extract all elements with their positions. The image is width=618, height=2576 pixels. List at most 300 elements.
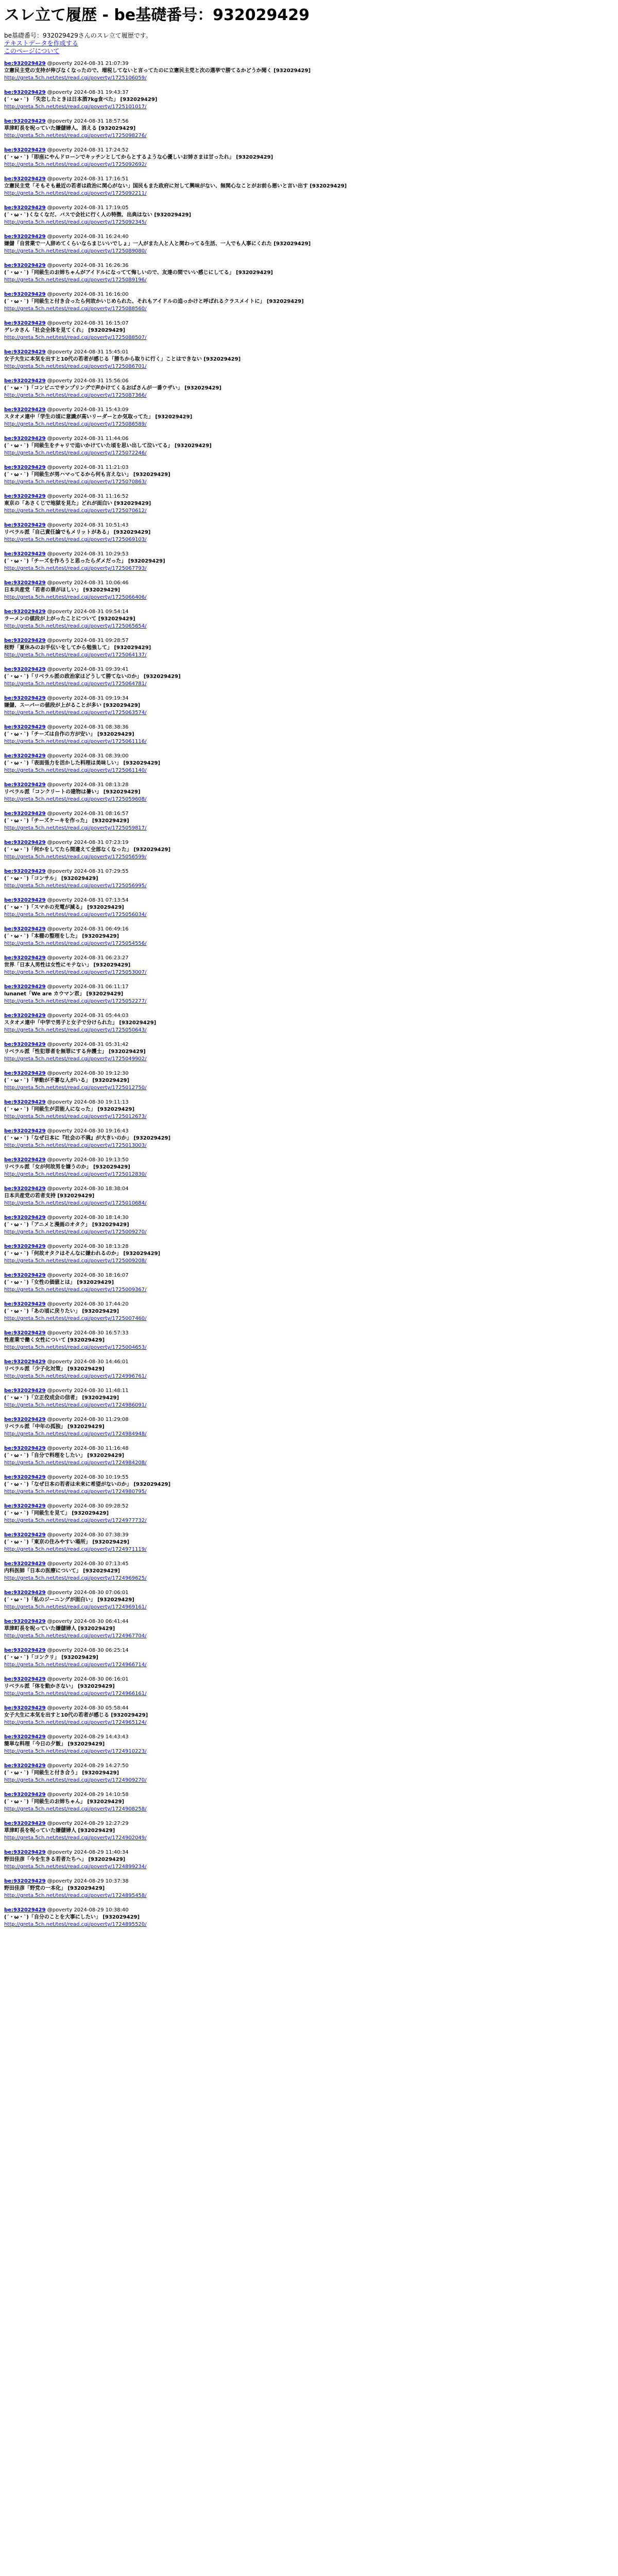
thread-title: (´・ω・`)「挙動が不審な人がいる」 [932029429]	[4, 1078, 130, 1083]
thread-title: (´・ω・`)「リベラル派の政治家はどうして勝てないのか」 [932029429]	[4, 674, 181, 680]
timestamp: 2024-08-31 16:26:36	[74, 263, 129, 268]
thread-url-link[interactable]: http://greta.5ch.net/test/read.cgi/poverty/1725066406/	[4, 595, 147, 600]
list-item	[4, 1820, 614, 1849]
thread-url-link[interactable]: http://greta.5ch.net/test/read.cgi/poverty/1725063574/	[4, 710, 147, 716]
be-link[interactable]: be:932029429	[4, 1532, 46, 1538]
be-link[interactable]: be:932029429	[4, 349, 46, 355]
user-id: @poverty	[47, 753, 73, 759]
be-link[interactable]: be:932029429	[4, 609, 46, 615]
thread-title: ゲレカさん「社会全体を見てくれ」 [932029429]	[4, 328, 126, 333]
user-id: @poverty	[47, 1532, 73, 1538]
thread-url-link[interactable]: http://greta.5ch.net/test/read.cgi/poverty/1725059608/	[4, 796, 147, 802]
list-item	[4, 60, 614, 89]
thread-url-link[interactable]: http://greta.5ch.net/test/read.cgi/poverty/1725013003/	[4, 1143, 147, 1148]
timestamp: 2024-08-31 17:19:05	[74, 205, 129, 211]
entry-meta	[4, 1907, 614, 1914]
user-id: @poverty	[47, 984, 73, 990]
be-link[interactable]: be:932029429	[4, 234, 46, 240]
user-id: @poverty	[47, 1907, 73, 1913]
be-link[interactable]: be:932029429	[4, 1128, 46, 1134]
thread-url-link[interactable]: http://greta.5ch.net/test/read.cgi/poverty/1725010684/	[4, 1200, 147, 1206]
be-link[interactable]: be:932029429	[4, 580, 46, 586]
be-link[interactable]: be:932029429	[4, 897, 46, 903]
timestamp: 2024-08-30 07:06:01	[74, 1590, 129, 1596]
be-link[interactable]: be:932029429	[4, 292, 46, 297]
list-item	[4, 522, 614, 551]
thread-title: 嫌儲「自営業で一人辞めてくらいならまじいいでしょ」一人がまた人と人と関わってる生活、一人でも人事にくれた [932029429]	[4, 241, 311, 247]
thread-title: 桜野「夏休みのお手伝いをしてから勉強して」 [932029429]	[4, 645, 151, 651]
thread-url-link[interactable]: http://greta.5ch.net/test/read.cgi/poverty/1725049902/	[4, 1056, 147, 1062]
timestamp: 2024-08-30 17:44:20	[74, 1301, 129, 1307]
timestamp: 2024-08-31 06:49:16	[74, 926, 129, 932]
user-id: @poverty	[47, 955, 73, 961]
be-link[interactable]: be:932029429	[4, 955, 46, 961]
user-id: @poverty	[47, 234, 73, 240]
entry-meta	[4, 926, 614, 933]
timestamp: 2024-08-31 06:23:27	[74, 955, 129, 961]
entry-meta	[4, 60, 614, 67]
thread-url-link[interactable]: http://greta.5ch.net/test/read.cgi/poverty/1724971119/	[4, 1547, 147, 1552]
thread-url-link[interactable]: http://greta.5ch.net/test/read.cgi/poverty/1725012830/	[4, 1172, 147, 1177]
thread-url-link[interactable]: http://greta.5ch.net/test/read.cgi/poverty/1725004653/	[4, 1345, 147, 1350]
thread-url-link[interactable]: http://greta.5ch.net/test/read.cgi/poverty/1725098276/	[4, 133, 147, 139]
thread-title: リベラル派「性犯罪者を無罪にする弁護士」 [932029429]	[4, 1049, 146, 1055]
be-link[interactable]: be:932029429	[4, 1850, 46, 1855]
be-link[interactable]: be:932029429	[4, 1676, 46, 1682]
thread-url-link[interactable]: http://greta.5ch.net/test/read.cgi/poverty/1724969161/	[4, 1604, 147, 1610]
list-item	[4, 1301, 614, 1330]
thread-title: (´・ω・`)「即座にやんドローンでキッチンとしてからとするような心優しいお姉さまは甘ったれ」 [932029429]	[4, 155, 273, 160]
be-link[interactable]: be:932029429	[4, 205, 46, 211]
be-link[interactable]: be:932029429	[4, 1821, 46, 1826]
timestamp: 2024-08-31 08:39:00	[74, 753, 129, 759]
user-id: @poverty	[47, 349, 73, 355]
be-link[interactable]: be:932029429	[4, 147, 46, 153]
thread-url-link[interactable]: http://greta.5ch.net/test/read.cgi/poverty/1725007460/	[4, 1316, 147, 1321]
entry-meta	[4, 984, 614, 991]
timestamp: 2024-08-31 10:29:53	[74, 551, 129, 557]
thread-title: (´・ω・`)「同級生と付き合う」 [932029429]	[4, 1770, 119, 1776]
entry-meta	[4, 1301, 614, 1308]
thread-url-link[interactable]: http://greta.5ch.net/test/read.cgi/poverty/1724966161/	[4, 1691, 147, 1697]
entry-meta	[4, 118, 614, 125]
thread-url-link[interactable]: http://greta.5ch.net/test/read.cgi/poverty/1725012673/	[4, 1114, 147, 1120]
timestamp: 2024-08-30 14:46:01	[74, 1359, 129, 1365]
be-link[interactable]: be:932029429	[4, 1503, 46, 1509]
thread-url-link[interactable]: http://greta.5ch.net/test/read.cgi/poverty/1725009208/	[4, 1258, 147, 1264]
list-item	[4, 1041, 614, 1070]
thread-title: スタオメ連中「中学で男子と女子で分けられた」 [932029429]	[4, 1020, 157, 1026]
be-link[interactable]: be:932029429	[4, 638, 46, 643]
thread-title: (´・ω・`)「同級生と付き合ったら何故かいじめられた、それもアイドルの追っかけと呼ばれるクラスメイトに」 [932029429]	[4, 299, 304, 304]
user-id: @poverty	[47, 320, 73, 326]
be-link[interactable]: be:932029429	[4, 320, 46, 326]
be-link[interactable]: be:932029429	[4, 1244, 46, 1249]
thread-title: 立憲民主党「そもそも最近の若者は政治に関心がない」国民もまた政府に対して興味がない、無関心なことがお前ら悪いと言い出す [932029429]	[4, 183, 347, 189]
timestamp: 2024-08-30 11:29:08	[74, 1417, 129, 1422]
thread-url-link[interactable]: http://greta.5ch.net/test/read.cgi/poverty/1725050643/	[4, 1027, 147, 1033]
be-link[interactable]: be:932029429	[4, 465, 46, 470]
be-link[interactable]: be:932029429	[4, 1590, 46, 1596]
thread-url-link[interactable]: http://greta.5ch.net/test/read.cgi/poverty/1725065654/	[4, 623, 147, 629]
be-link[interactable]: be:932029429	[4, 1619, 46, 1624]
thread-url-link[interactable]: http://greta.5ch.net/test/read.cgi/poverty/1725056599/	[4, 854, 147, 860]
list-item	[4, 233, 614, 262]
entry-meta	[4, 1041, 614, 1048]
user-id: @poverty	[47, 1734, 73, 1740]
thread-title: リベラル派「中年の孤独」 [932029429]	[4, 1424, 105, 1430]
thread-title: 草津町長を呪っていた嫌儲婦人、消える [932029429]	[4, 126, 136, 131]
be-link[interactable]: be:932029429	[4, 494, 46, 499]
list-item	[4, 984, 614, 1012]
thread-url-link[interactable]: http://greta.5ch.net/test/read.cgi/poverty/1724909270/	[4, 1777, 147, 1783]
list-item	[4, 926, 614, 955]
be-link[interactable]: be:932029429	[4, 869, 46, 874]
user-id: @poverty	[47, 638, 73, 643]
thread-url-link[interactable]: http://greta.5ch.net/test/read.cgi/poverty/1725072246/	[4, 450, 147, 456]
thread-url-link[interactable]: http://greta.5ch.net/test/read.cgi/poverty/1725061116/	[4, 739, 147, 744]
list-item	[4, 868, 614, 897]
entry-meta	[4, 1012, 614, 1020]
thread-title: 日本共産党の若者支持 [932029429]	[4, 1193, 95, 1199]
timestamp: 2024-08-30 10:19:55	[74, 1475, 129, 1480]
thread-title: (´・ω・`)「自分で料理をしたい」 [932029429]	[4, 1453, 125, 1459]
thread-url-link[interactable]: http://greta.5ch.net/test/read.cgi/poverty/1725054556/	[4, 941, 147, 946]
be-link[interactable]: be:932029429	[4, 1388, 46, 1394]
be-link[interactable]: be:932029429	[4, 1763, 46, 1769]
entry-meta	[4, 176, 614, 183]
be-link[interactable]: be:932029429	[4, 1099, 46, 1105]
be-link[interactable]: be:932029429	[4, 1648, 46, 1653]
timestamp: 2024-08-31 19:43:37	[74, 90, 129, 95]
user-id: @poverty	[47, 1619, 73, 1624]
thread-title: (´・ω・`)くなくなだ、バスで会社に行く人の特徴、出典はない [932029429]	[4, 212, 192, 218]
be-link[interactable]: be:932029429	[4, 1013, 46, 1019]
list-item	[4, 1561, 614, 1589]
thread-title: リベラル派「自己責任論でもメリットがある」 [932029429]	[4, 530, 151, 535]
user-id: @poverty	[47, 551, 73, 557]
be-link[interactable]: be:932029429	[4, 667, 46, 672]
be-link[interactable]: be:932029429	[4, 551, 46, 557]
thread-url-link[interactable]: http://greta.5ch.net/test/read.cgi/poverty/1725088560/	[4, 306, 147, 312]
timestamp: 2024-08-30 19:12:30	[74, 1071, 129, 1076]
be-link[interactable]: be:932029429	[4, 1273, 46, 1278]
be-link[interactable]: be:932029429	[4, 753, 46, 759]
thread-url-link[interactable]: http://greta.5ch.net/test/read.cgi/poverty/1724984948/	[4, 1431, 147, 1437]
user-id: @poverty	[47, 90, 73, 95]
user-id: @poverty	[47, 1417, 73, 1422]
create-text-data-link[interactable]: テキストデータを作成する	[4, 40, 78, 47]
timestamp: 2024-08-31 10:51:43	[74, 522, 129, 528]
list-item	[4, 1618, 614, 1647]
be-link[interactable]: be:932029429	[4, 90, 46, 95]
be-link[interactable]: be:932029429	[4, 118, 46, 124]
user-id: @poverty	[47, 1359, 73, 1365]
thread-url-link[interactable]: http://greta.5ch.net/test/read.cgi/poverty/1725061140/	[4, 768, 147, 773]
thread-url-link[interactable]: http://greta.5ch.net/test/read.cgi/poverty/1725101017/	[4, 104, 147, 110]
user-id: @poverty	[47, 1590, 73, 1596]
thread-url-link[interactable]: http://greta.5ch.net/test/read.cgi/poverty/1725106059/	[4, 75, 147, 81]
timestamp: 2024-08-30 07:13:45	[74, 1561, 129, 1567]
entry-meta	[4, 753, 614, 760]
entry-meta	[4, 1070, 614, 1077]
thread-url-link[interactable]: http://greta.5ch.net/test/read.cgi/poverty/1725009367/	[4, 1287, 147, 1293]
thread-url-link[interactable]: http://greta.5ch.net/test/read.cgi/poverty/1725009270/	[4, 1229, 147, 1235]
be-link[interactable]: be:932029429	[4, 1071, 46, 1076]
entry-meta	[4, 1214, 614, 1222]
entry-meta	[4, 810, 614, 818]
timestamp: 2024-08-31 17:16:51	[74, 176, 129, 182]
timestamp: 2024-08-30 16:57:33	[74, 1330, 129, 1336]
user-id: @poverty	[47, 61, 73, 66]
be-link[interactable]: be:932029429	[4, 1446, 46, 1451]
thread-title: 草津町長を呪っていた嫌儲婦人 [932029429]	[4, 1626, 115, 1632]
thread-url-link[interactable]: http://greta.5ch.net/test/read.cgi/poverty/1724966714/	[4, 1662, 147, 1668]
thread-url-link[interactable]: http://greta.5ch.net/test/read.cgi/poverty/1725069103/	[4, 537, 147, 543]
thread-url-link[interactable]: http://greta.5ch.net/test/read.cgi/poverty/1725052277/	[4, 998, 147, 1004]
list-item	[4, 1185, 614, 1214]
be-link[interactable]: be:932029429	[4, 1359, 46, 1365]
list-item	[4, 1128, 614, 1157]
list-item	[4, 262, 614, 291]
entry-meta	[4, 868, 614, 875]
entry-meta	[4, 1387, 614, 1395]
thread-url-link[interactable]: http://greta.5ch.net/test/read.cgi/poverty/1725067793/	[4, 566, 147, 571]
be-link[interactable]: be:932029429	[4, 696, 46, 701]
user-id: @poverty	[47, 118, 73, 124]
thread-url-link[interactable]: http://greta.5ch.net/test/read.cgi/poverty/1725087366/	[4, 393, 147, 398]
thread-url-link[interactable]: http://greta.5ch.net/test/read.cgi/poverty/1724910223/	[4, 1749, 147, 1754]
thread-url-link[interactable]: http://greta.5ch.net/test/read.cgi/poverty/1725092345/	[4, 219, 147, 225]
timestamp: 2024-08-29 11:40:34	[74, 1850, 129, 1855]
user-id: @poverty	[47, 263, 73, 268]
thread-url-link[interactable]: http://greta.5ch.net/test/read.cgi/poverty/1725064781/	[4, 681, 147, 687]
list-item	[4, 695, 614, 724]
thread-url-link[interactable]: http://greta.5ch.net/test/read.cgi/poverty/1725089080/	[4, 248, 147, 254]
about-page-link[interactable]: このページについて	[4, 47, 60, 55]
entry-meta	[4, 1849, 614, 1856]
list-item	[4, 1647, 614, 1676]
user-id: @poverty	[47, 926, 73, 932]
timestamp: 2024-08-31 11:21:03	[74, 465, 129, 470]
thread-url-link[interactable]: http://greta.5ch.net/test/read.cgi/poverty/1725053007/	[4, 970, 147, 975]
list-item	[4, 1416, 614, 1445]
thread-url-link[interactable]: http://greta.5ch.net/test/read.cgi/poverty/1724895520/	[4, 1922, 147, 1927]
entry-meta	[4, 1445, 614, 1452]
timestamp: 2024-08-31 15:43:09	[74, 407, 129, 413]
user-id: @poverty	[47, 176, 73, 182]
be-link[interactable]: be:932029429	[4, 1792, 46, 1798]
thread-title: (´・ω・`)「アニメと漫画のオタク」 [932029429]	[4, 1222, 129, 1228]
entry-meta	[4, 89, 614, 96]
entry-meta	[4, 1099, 614, 1106]
be-link[interactable]: be:932029429	[4, 1734, 46, 1740]
user-id: @poverty	[47, 1186, 73, 1192]
be-link[interactable]: be:932029429	[4, 1475, 46, 1480]
user-id: @poverty	[47, 897, 73, 903]
entry-meta	[4, 1561, 614, 1568]
timestamp: 2024-08-30 18:38:04	[74, 1186, 129, 1192]
timestamp: 2024-08-31 16:24:40	[74, 234, 129, 240]
be-link[interactable]: be:932029429	[4, 176, 46, 182]
thread-url-link[interactable]: http://greta.5ch.net/test/read.cgi/poverty/1725056995/	[4, 883, 147, 889]
entry-meta	[4, 1359, 614, 1366]
thread-url-link[interactable]: http://greta.5ch.net/test/read.cgi/poverty/1725086589/	[4, 421, 147, 427]
thread-url-link[interactable]: http://greta.5ch.net/test/read.cgi/poverty/1724969625/	[4, 1575, 147, 1581]
be-link[interactable]: be:932029429	[4, 1705, 46, 1711]
thread-url-link[interactable]: http://greta.5ch.net/test/read.cgi/poverty/1724908258/	[4, 1806, 147, 1812]
thread-url-link[interactable]: http://greta.5ch.net/test/read.cgi/poverty/1725088507/	[4, 335, 147, 341]
list-item	[4, 435, 614, 464]
be-link[interactable]: be:932029429	[4, 1301, 46, 1307]
thread-title: (´・ω・`)「自分のことを大事にしたい」 [932029429]	[4, 1914, 140, 1920]
thread-title: lunanet「We are カウマン君」 [932029429]	[4, 991, 124, 997]
user-id: @poverty	[47, 667, 73, 672]
entry-meta	[4, 1791, 614, 1799]
be-link[interactable]: be:932029429	[4, 1417, 46, 1422]
entry-meta	[4, 1128, 614, 1135]
entry-meta	[4, 1618, 614, 1625]
intro-line: be基礎番号：932029429さんのスレ立て履歴です。	[4, 32, 152, 39]
thread-url-link[interactable]: http://greta.5ch.net/test/read.cgi/poverty/1724967704/	[4, 1633, 147, 1639]
user-id: @poverty	[47, 609, 73, 615]
user-id: @poverty	[47, 811, 73, 817]
thread-url-link[interactable]: http://greta.5ch.net/test/read.cgi/poverty/1724980795/	[4, 1489, 147, 1495]
thread-title: (´・ω・`)「同級生をチャリで追いかけていた頃を思い出して泣いてる」 [932029429]	[4, 443, 212, 449]
thread-title: (´・ω・`)「同級生が芸能人になった」 [932029429]	[4, 1107, 135, 1112]
user-id: @poverty	[47, 782, 73, 788]
thread-url-link[interactable]: http://greta.5ch.net/test/read.cgi/poverty/1725086701/	[4, 364, 147, 369]
thread-title: 東京の「あさくじで地獄を見た」どれが面白い [932029429]	[4, 501, 151, 506]
user-id: @poverty	[47, 840, 73, 845]
timestamp: 2024-08-30 05:58:44	[74, 1705, 129, 1711]
timestamp: 2024-08-31 18:57:56	[74, 118, 129, 124]
entry-meta	[4, 1676, 614, 1683]
entry-meta	[4, 1330, 614, 1337]
be-link[interactable]: be:932029429	[4, 522, 46, 528]
thread-title: (´・ω・`)「チーズは自作の方が安い」 [932029429]	[4, 732, 134, 737]
thread-title: リベラル派「少子化対策」 [932029429]	[4, 1366, 105, 1372]
list-item	[4, 1012, 614, 1041]
thread-title: (´・ω・`)「同級生を見て」 [932029429]	[4, 1511, 109, 1516]
thread-title: 女子大生に本気を出すと10代の若者が感じる「勝ちから取りに行く」ことはできない [932029429]	[4, 357, 241, 362]
thread-url-link[interactable]: http://greta.5ch.net/test/read.cgi/poverty/1724902049/	[4, 1835, 147, 1841]
list-item	[4, 1503, 614, 1532]
thread-url-link[interactable]: http://greta.5ch.net/test/read.cgi/poverty/1725012750/	[4, 1085, 147, 1091]
thread-url-link[interactable]: http://greta.5ch.net/test/read.cgi/poverty/1725064137/	[4, 652, 147, 658]
be-link[interactable]: be:932029429	[4, 263, 46, 268]
user-id: @poverty	[47, 1475, 73, 1480]
user-id: @poverty	[47, 1388, 73, 1394]
entry-meta	[4, 608, 614, 616]
list-item	[4, 839, 614, 868]
timestamp: 2024-08-29 14:43:43	[74, 1734, 129, 1740]
thread-title: (´・ω・`)「チーズを作ろうと思ったらダメだった」 [932029429]	[4, 558, 165, 564]
be-link[interactable]: be:932029429	[4, 1186, 46, 1192]
be-link[interactable]: be:932029429	[4, 407, 46, 413]
thread-title: 立憲民主党の支持が伸びなくなったので、増税してないと言ってたのに立憲民主党と次の選挙で勝てるかどうか聞く [932029429]	[4, 68, 311, 74]
thread-title: (´・ω・`)「立正佼成会の信者」 [932029429]	[4, 1395, 119, 1401]
list-item	[4, 1791, 614, 1820]
timestamp: 2024-08-31 08:16:57	[74, 811, 129, 817]
be-link[interactable]: be:932029429	[4, 782, 46, 788]
thread-url-link[interactable]: http://greta.5ch.net/test/read.cgi/poverty/1724895458/	[4, 1893, 147, 1899]
thread-url-link[interactable]: http://greta.5ch.net/test/read.cgi/poverty/1724965124/	[4, 1720, 147, 1725]
list-item	[4, 753, 614, 782]
be-link[interactable]: be:932029429	[4, 436, 46, 442]
entry-meta	[4, 1532, 614, 1539]
user-id: @poverty	[47, 869, 73, 874]
timestamp: 2024-08-30 07:38:39	[74, 1532, 129, 1538]
thread-title: (´・ω・`) 「失恋したときは日本酒7kg食べた」 [932029429]	[4, 97, 158, 103]
thread-title: (´・ω・`)「なぜ日本の若者は未来に希望がないのか」 [932029429]	[4, 1482, 171, 1487]
timestamp: 2024-08-29 10:38:40	[74, 1907, 129, 1913]
be-link[interactable]: be:932029429	[4, 1330, 46, 1336]
be-link[interactable]: be:932029429	[4, 378, 46, 384]
user-id: @poverty	[47, 465, 73, 470]
list-item	[4, 1474, 614, 1503]
be-link[interactable]: be:932029429	[4, 1157, 46, 1163]
user-id: @poverty	[47, 1128, 73, 1134]
thread-url-link[interactable]: http://greta.5ch.net/test/read.cgi/poverty/1725092211/	[4, 191, 147, 196]
timestamp: 2024-08-31 17:24:52	[74, 147, 129, 153]
be-link[interactable]: be:932029429	[4, 724, 46, 730]
entry-meta	[4, 666, 614, 673]
timestamp: 2024-08-29 12:27:29	[74, 1821, 129, 1826]
list-item	[4, 580, 614, 608]
thread-title: リベラル派「女が何故男を嫌うのか」 [932029429]	[4, 1164, 130, 1170]
thread-url-link[interactable]: http://greta.5ch.net/test/read.cgi/poverty/1725070863/	[4, 479, 147, 485]
be-link[interactable]: be:932029429	[4, 840, 46, 845]
list-item	[4, 724, 614, 753]
list-item	[4, 1532, 614, 1561]
thread-url-link[interactable]: http://greta.5ch.net/test/read.cgi/poverty/1724996761/	[4, 1374, 147, 1379]
be-link[interactable]: be:932029429	[4, 1042, 46, 1047]
thread-url-link[interactable]: http://greta.5ch.net/test/read.cgi/poverty/1724977732/	[4, 1518, 147, 1523]
timestamp: 2024-08-31 16:16:00	[74, 292, 129, 297]
be-link[interactable]: be:932029429	[4, 61, 46, 66]
be-link[interactable]: be:932029429	[4, 1878, 46, 1884]
thread-url-link[interactable]: http://greta.5ch.net/test/read.cgi/poverty/1725059817/	[4, 825, 147, 831]
entry-meta	[4, 1157, 614, 1164]
user-id: @poverty	[47, 1244, 73, 1249]
list-item	[4, 1214, 614, 1243]
timestamp: 2024-08-31 08:38:36	[74, 724, 129, 730]
thread-title: 野田佳彦「今を生きる若者たちへ」 [932029429]	[4, 1857, 126, 1862]
thread-url-link[interactable]: http://greta.5ch.net/test/read.cgi/poverty/1725056034/	[4, 912, 147, 918]
entry-meta	[4, 320, 614, 327]
be-link[interactable]: be:932029429	[4, 811, 46, 817]
thread-url-link[interactable]: http://greta.5ch.net/test/read.cgi/poverty/1725089196/	[4, 277, 147, 283]
be-link[interactable]: be:932029429	[4, 1215, 46, 1221]
thread-url-link[interactable]: http://greta.5ch.net/test/read.cgi/poverty/1724986091/	[4, 1402, 147, 1408]
thread-url-link[interactable]: http://greta.5ch.net/test/read.cgi/poverty/1724984208/	[4, 1460, 147, 1466]
timestamp: 2024-08-29 14:27:50	[74, 1763, 129, 1769]
timestamp: 2024-08-31 10:06:46	[74, 580, 129, 586]
thread-title: (´・ω・`)「東京の住みやすい場所」 [932029429]	[4, 1539, 130, 1545]
be-link[interactable]: be:932029429	[4, 1561, 46, 1567]
thread-url-link[interactable]: http://greta.5ch.net/test/read.cgi/poverty/1725070612/	[4, 508, 147, 514]
be-link[interactable]: be:932029429	[4, 926, 46, 932]
list-item	[4, 1589, 614, 1618]
thread-url-link[interactable]: http://greta.5ch.net/test/read.cgi/poverty/1724899234/	[4, 1864, 147, 1870]
entry-meta	[4, 349, 614, 356]
be-link[interactable]: be:932029429	[4, 984, 46, 990]
be-link[interactable]: be:932029429	[4, 1907, 46, 1913]
thread-url-link[interactable]: http://greta.5ch.net/test/read.cgi/poverty/1725092692/	[4, 162, 147, 167]
thread-title: (´・ω・`)「コンクリ」 [932029429]	[4, 1655, 98, 1660]
entry-meta	[4, 262, 614, 269]
